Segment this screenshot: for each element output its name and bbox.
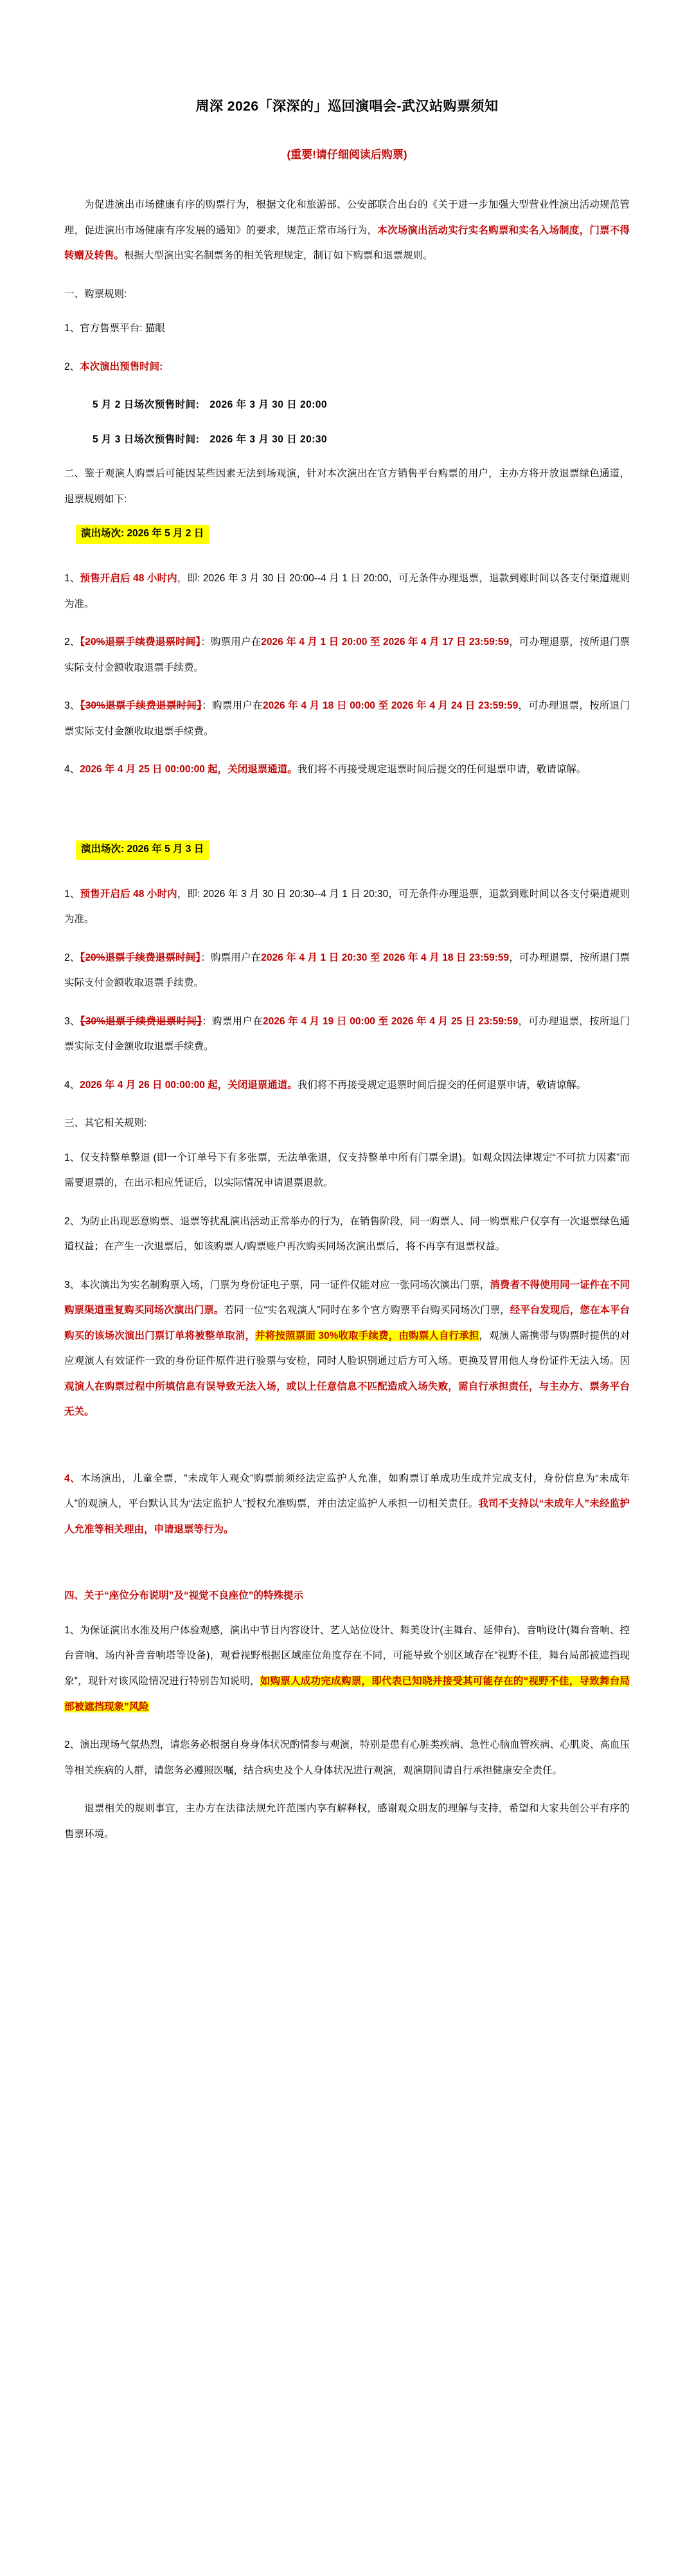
page-subtitle: (重要!请仔细阅读后购票) (287, 148, 407, 161)
section-2-heading: 二、鉴于观演人购票后可能因某些因素无法到场观演，针对本次演出在官方销售平台购票的用户，主办方将开放退票绿色通道，退票规则如下: (64, 468, 630, 505)
session-a-rule-2-number: 2、 (64, 637, 80, 648)
section-4-heading: 四、关于“座位分布说明”及“视觉不良座位”的特殊提示 (64, 1590, 304, 1602)
section-1-item-1: 1、官方售票平台: 猫眼 (64, 323, 165, 334)
session-b-rule-1-text: ，即: 2026 年 3 月 30 日 20:30--4 月 1 日 20:30，可无条件办理退票，退款到账时间以各支付渠道规则为准。 (64, 888, 630, 925)
section-3-item-3-warning-1: 消费者不得使用同一证件在不同购票渠道重复购买同场次演出门票。 (64, 1279, 630, 1316)
section-3-item-3-part-a: 3、本次演出为实名制购票入场，门票为身份证电子票，同一证件仅能对应一张同场次演出门票， (64, 1279, 490, 1291)
session-b-rule-3-label: 【30%退票手续费退票时间】 (80, 1015, 202, 1027)
session-a-rule-2 (64, 630, 630, 680)
session-a-tag-wrap (64, 525, 630, 544)
session-a-rule-2-label: 【20%退票手续费退票时间】 (80, 637, 201, 648)
section-3-item-4-warning: 我司不支持以“未成年人”未经监护人允准等相关理由，申请退票等行为。 (64, 1498, 630, 1535)
section-3-item-1: 1、仅支持整单整退 (即一个订单号下有多张票，无法单张退，仅支持整单中所有门票全退)。如观众因法律规定“不可抗力因素”而需要退票的，在出示相应凭证后，以实际情况申请退票退款。 (64, 1152, 630, 1189)
session-a-rule-2-text: ，可办理退票，按所退门票实际支付金额收取退票手续费。 (64, 637, 630, 673)
session-a-rule-4 (64, 757, 630, 783)
session-a-rule-1-number: 1、 (64, 573, 80, 585)
section-4-item-1-text: 1、为保证演出水准及用户体验观感，演出中节目内容设计、艺人站位设计、舞美设计(主舞台、延伸台)、音响设计(舞台音响、控台音响、场内补音音响塔等设备)，观看视野根据区域座位角度存在不同，可能导致个别区域存在“视野不佳，舞台局部被遮挡现象”，现针对该风险情况进行特别告知说明， (64, 1624, 630, 1687)
session-b-rule-2 (64, 945, 630, 996)
session-a-rule-3-text: ，可办理退票，按所退门票实际支付金额收取退票手续费。 (64, 700, 630, 737)
session-a-rule-3-number: 3、 (64, 700, 80, 712)
session-a-rule-3 (64, 693, 630, 744)
presale-time-may2: 5 月 2 日场次预售时间: 2026 年 3 月 30 日 20:00 (93, 399, 328, 411)
session-tag-may2: 演出场次: 2026 年 5 月 2 日 (76, 525, 209, 544)
session-b-rule-2-label: 【20%退票手续费退票时间】 (80, 952, 201, 963)
session-a-rule-3-label: 【30%退票手续费退票时间】 (80, 700, 202, 712)
session-b-rule-2-text: ，可办理退票，按所退门票实际支付金额收取退票手续费。 (64, 952, 630, 989)
session-a-rule-1 (64, 566, 630, 617)
session-b-tag-wrap (64, 840, 630, 860)
session-a-rule-2-mid: ：购票用户在 (200, 637, 262, 648)
session-b-rule-1-number: 1、 (64, 888, 80, 900)
section-3-item-4-number: 4、 (64, 1473, 81, 1484)
session-a-rule-4-close: 关闭退票通道。 (227, 764, 298, 776)
session-b-rule-4-close: 关闭退票通道。 (227, 1079, 298, 1091)
section-3-heading: 三、其它相关规则: (64, 1118, 147, 1129)
section-3-item-3-part-b: 若同一位“实名观演人”同时在多个官方购票平台购买同场次门票， (224, 1305, 510, 1316)
section-1-item-2-label: 本次演出预售时间: (80, 361, 163, 372)
session-a-rule-4-text: 我们将不再接受规定退票时间后提交的任何退票申请，敬请谅解。 (297, 764, 587, 776)
session-a-rule-3-mid: ：购票用户在 (202, 700, 263, 712)
intro-paragraph (64, 192, 630, 269)
presale-time-may3: 5 月 3 日场次预售时间: 2026 年 3 月 30 日 20:30 (93, 433, 328, 445)
section-1-item-2 (64, 354, 630, 380)
session-b-rule-4 (64, 1073, 630, 1098)
session-b-rule-3-number: 3、 (64, 1015, 80, 1027)
session-a-rule-1-text: ，即: 2026 年 3 月 30 日 20:00--4 月 1 日 20:00，可无条件办理退票，退款到账时间以各支付渠道规则为准。 (64, 573, 630, 610)
section-3-item-3-fee-highlight: 并将按照票面 30%收取手续费，由购票人自行承担 (255, 1330, 479, 1341)
section-3-item-2: 2、为防止出现恶意购票、退票等扰乱演出活动正常举办的行为，在销售阶段，同一购票人、同一购票账户仅享有一次退票绿色通道权益；在产生一次退票后，如该购票人/购票账户再次购买同场次演出票后，将不再享有退票权益。 (64, 1215, 630, 1253)
session-b-rule-2-number: 2、 (64, 952, 80, 963)
section-3-item-3-warning-2: 经平台发现后，您在本平台购买的该场次演出门票订单将被整单取消， (64, 1305, 630, 1341)
section-1-heading: 一、购票规则: (64, 288, 127, 300)
session-b-rule-4-text: 我们将不再接受规定退票时间后提交的任何退票申请，敬请谅解。 (297, 1079, 587, 1091)
section-3-item-3 (64, 1273, 630, 1425)
session-a-rule-4-comma: ， (217, 764, 228, 776)
section-3-item-3-warning-3: 观演人在购票过程中所填信息有误导致无法入场，或以上任意信息不匹配造成入场失败，需自行承担责任，与主办方、票务平台无关。 (64, 1381, 630, 1418)
session-b-rule-3-text: ，可办理退票，按所退门票实际支付金额收取退票手续费。 (64, 1015, 630, 1053)
session-a-rule-1-highlight: 预售开启后 48 小时内 (80, 573, 177, 585)
session-a-rule-4-number: 4、 (64, 764, 80, 776)
session-b-rule-1 (64, 882, 630, 932)
footer-note: 退票相关的规则事宜，主办方在法律法规允许范围内享有解释权，感谢观众朋友的理解与支持，希望和大家共创公平有序的售票环境。 (64, 1803, 630, 1840)
page-title: 周深 2026「深深的」巡回演唱会-武汉站购票须知 (195, 99, 499, 114)
session-b-rule-4-number: 4、 (64, 1079, 80, 1091)
section-4-item-2: 2、演出现场气氛热烈，请您务必根据自身身体状况酌情参与观演，特别是患有心脏类疾病、急性心脑血管疾病、心肌炎、高血压等相关疾病的人群，请您务必遵照医嘱，结合病史及个人身体状况进行观演，观演期间请自行承担健康安全责任。 (64, 1739, 630, 1776)
intro-part2: 根据大型演出实名制票务的相关管理规定，制订如下购票和退票规则。 (124, 250, 433, 262)
section-4-item-1 (64, 1618, 630, 1719)
session-b-rule-3 (64, 1009, 630, 1060)
session-tag-may3: 演出场次: 2026 年 5 月 3 日 (76, 840, 209, 860)
session-b-rule-3-dates: 2026 年 4 月 19 日 00:00 至 2026 年 4 月 25 日 23:59:59 (262, 1015, 519, 1027)
session-b-rule-2-mid: ：购票用户在 (200, 952, 262, 963)
intro-part1: 为促进演出市场健康有序的购票行为，根据文化和旅游部、公安部联合出台的《关于进一步加强大型营业性演出活动规范管理，促进演出市场健康有序发展的通知》的要求，规范正常市场行为， (64, 199, 630, 236)
section-1-item-2-number: 2、 (64, 361, 80, 372)
session-b-rule-4-comma: ， (217, 1079, 228, 1091)
session-b-rule-3-mid: ：购票用户在 (202, 1015, 263, 1027)
section-3-item-4 (64, 1466, 630, 1543)
session-b-rule-1-highlight: 预售开启后 48 小时内 (80, 888, 177, 900)
section-3-item-3-part-c: ，观演人需携带与购票时提供的对应观演人有效证件一致的身份证件原件进行验票与安检，同时人脸识别通过后方可入场。更换及冒用他人身份证件无法入场。因 (64, 1330, 630, 1367)
intro-emphasis: 本次场演出活动实行实名购票和实名入场制度，门票不得转赠及转售。 (64, 224, 630, 262)
section-3-item-4-text: 本场演出，儿童全票，"未成年人观众"购票前须经法定监护人允准，如购票订单成功生成并完成支付，身份信息为“未成年人”的观演人，平台默认其为“法定监护人”授权允准购票，并由法定监护人承担一切相关责任。 (64, 1473, 630, 1510)
session-a-rule-4-date: 2026 年 4 月 25 日 00:00:00 起 (80, 764, 218, 776)
session-b-rule-2-dates: 2026 年 4 月 1 日 20:30 至 2026 年 4 月 18 日 23:59:59 (261, 952, 510, 963)
session-a-rule-2-dates: 2026 年 4 月 1 日 20:00 至 2026 年 4 月 17 日 23:59:59 (261, 637, 510, 648)
session-a-rule-3-dates: 2026 年 4 月 18 日 00:00 至 2026 年 4 月 24 日 23:59:59 (262, 700, 519, 712)
session-b-rule-4-date: 2026 年 4 月 26 日 00:00:00 起 (80, 1079, 218, 1091)
section-4-item-1-risk-highlight: 如购票人成功完成购票，即代表已知晓并接受其可能存在的“视野不佳，导致舞台局部被遮挡现象”风险 (64, 1675, 630, 1712)
